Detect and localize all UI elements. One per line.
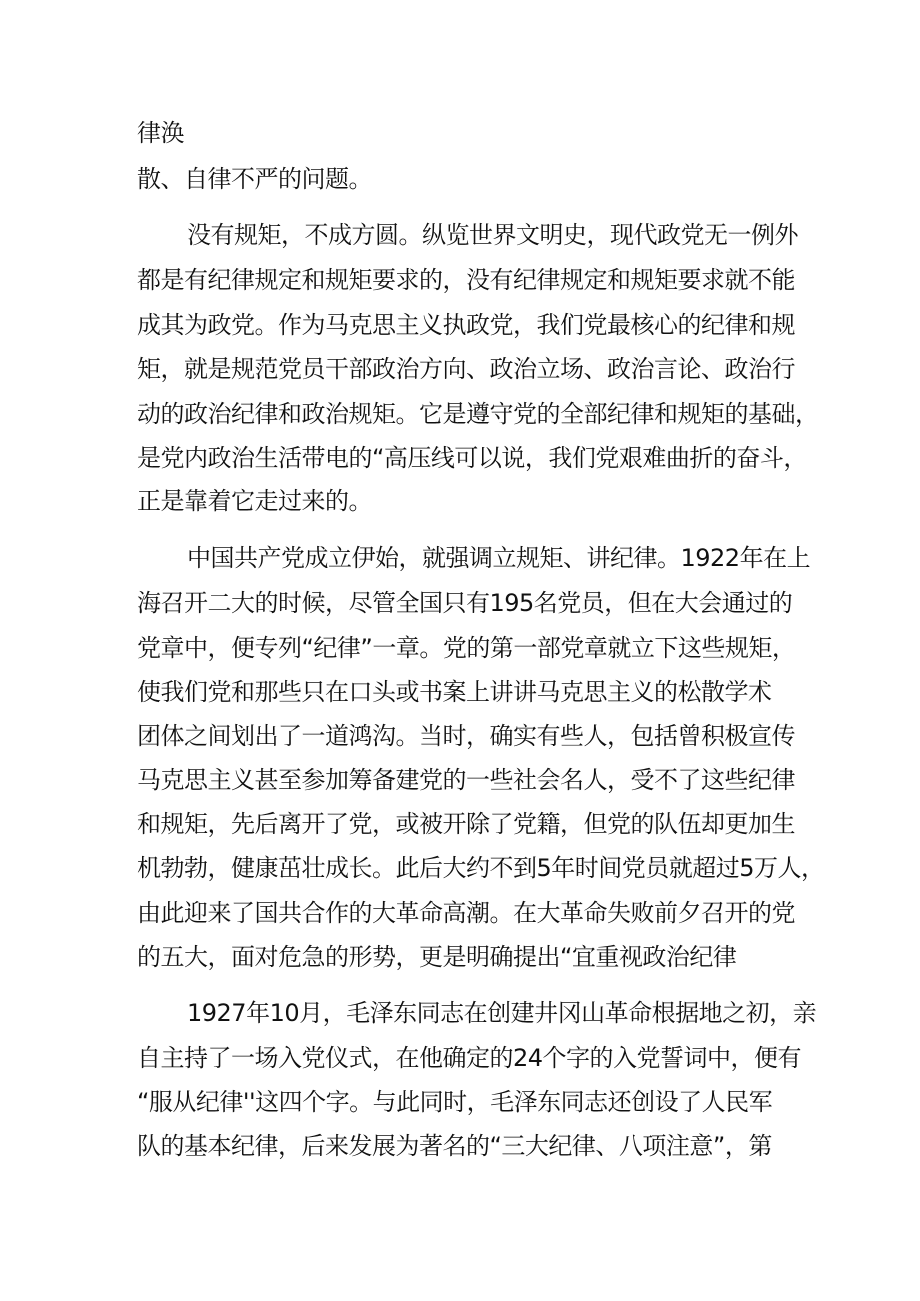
text-line: 和规矩，先后离开了党，或被开除了党籍，但党的队伍却更加生 xyxy=(137,810,795,838)
text-line: 都是有纪律规定和规矩要求的，没有纪律规定和规矩要求就不能 xyxy=(137,266,795,294)
text-line: 海召开二大的时候，尽管全国只有195名党员，但在大会通过的 xyxy=(137,589,793,617)
text-line: 队的基本纪律，后来发展为著名的“三大纪律、八项注意”，第 xyxy=(137,1132,772,1160)
text-line: 机勃勃，健康茁壮成长。此后大约不到5年时间党员就超过5万人， xyxy=(137,854,825,882)
text-line: 的五大，面对危急的形势，更是明确提出“宜重视政治纪律 xyxy=(137,943,737,971)
text-line: 使我们党和那些只在口头或书案上讲讲马克思主义的松散学术 xyxy=(137,678,772,706)
paragraph-start-line: 没有规矩，不成方圆。纵览世界文明史，现代政党无一例外 xyxy=(187,221,798,249)
text-line: 正是靠着它走过来的。 xyxy=(137,487,372,515)
text-line: 散、自律不严的问题。 xyxy=(137,165,372,193)
text-line: 马克思主义甚至参加筹备建党的一些社会名人，受不了这些纪律 xyxy=(137,766,795,794)
paragraph-start-line: 中国共产党成立伊始，就强调立规矩、讲纪律。1922年在上 xyxy=(187,544,811,572)
text-line: 党章中，便专列“纪律”一章。党的第一部党章就立下这些规矩， xyxy=(137,634,796,662)
text-line: 矩，就是规范党员干部政治方向、政治立场、政治言论、政治行 xyxy=(137,355,795,383)
text-line: 团体之间划出了一道鸿沟。当时，确实有些人，包括曾积极宣传 xyxy=(137,722,795,750)
text-line: 律涣 xyxy=(137,119,184,147)
text-line: 自主持了一场入党仪式，在他确定的24个字的入党誓词中，便有 xyxy=(137,1044,802,1072)
text-line: “服从纪律''这四个字。与此同时，毛泽东同志还创设了人民军 xyxy=(137,1088,773,1116)
paragraph-start-line: 1927年10月，毛泽东同志在创建井冈山革命根据地之初，亲 xyxy=(187,999,817,1027)
text-line: 成其为政党。作为马克思主义执政党，我们党最核心的纪律和规 xyxy=(137,311,795,339)
text-line: 动的政治纪律和政治规矩。它是遵守党的全部纪律和规矩的基础， xyxy=(137,400,819,428)
text-line: 由此迎来了国共合作的大革命高潮。在大革命失败前夕召开的党 xyxy=(137,899,795,927)
text-line: 是党内政治生活带电的“高压线可以说，我们党艰难曲折的奋斗， xyxy=(137,444,807,472)
